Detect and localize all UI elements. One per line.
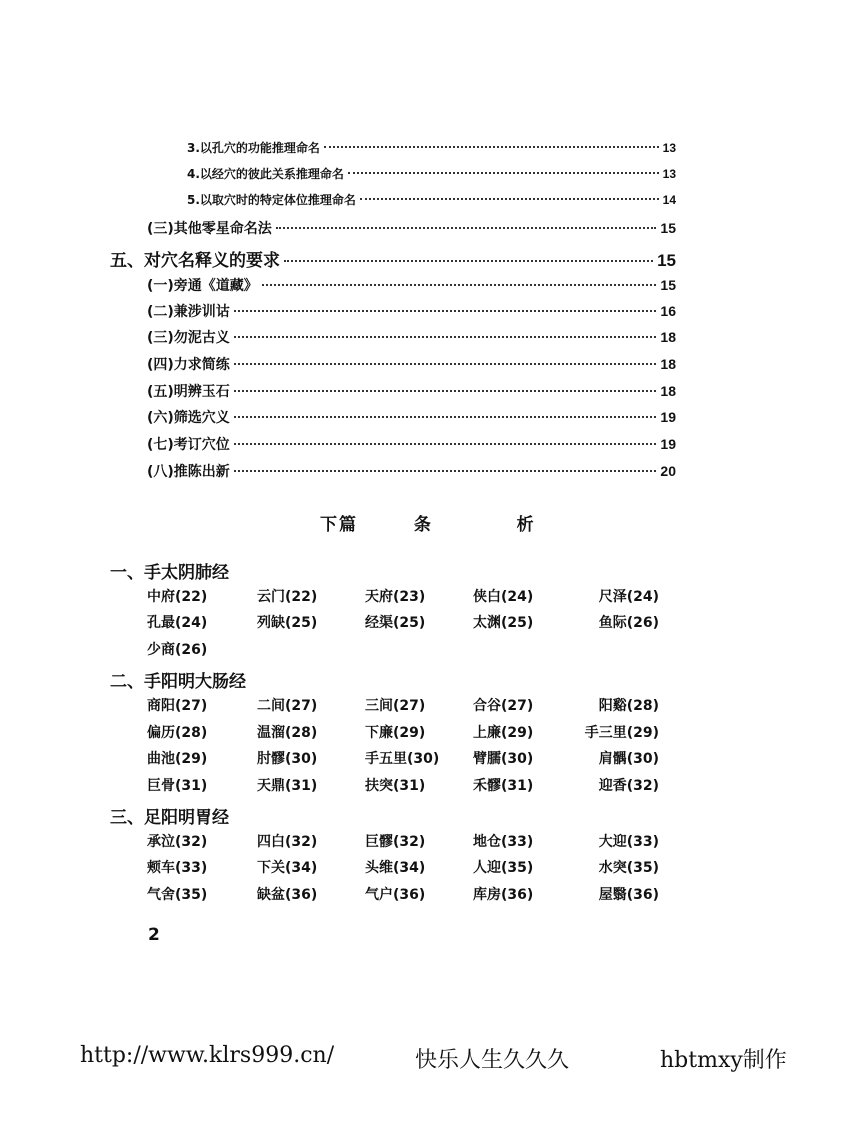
toc-entry	[110, 246, 676, 271]
acupoint-entry: 温溜(28)	[257, 725, 318, 741]
acupoint-row	[147, 586, 659, 606]
toc-entry-page: 15	[660, 277, 676, 293]
acupoint-entry: 屋翳(36)	[598, 887, 659, 903]
acupoint-entry: 阳谿(28)	[598, 698, 659, 714]
toc-entry	[147, 381, 676, 401]
acupoint-entry: 库房(36)	[473, 887, 534, 903]
leader-dots	[234, 390, 657, 392]
leader-dots	[348, 172, 659, 174]
acupoint-entry: 迎香(32)	[598, 778, 659, 794]
acupoint-row	[147, 831, 659, 851]
leader-dots	[234, 363, 657, 365]
toc-entry-label: (五)明辨玉石	[147, 384, 230, 400]
acupoint-entry: 缺盆(36)	[257, 887, 318, 903]
toc-entry-label: 五、对穴名释义的要求	[110, 251, 280, 271]
section-heading: 二、手阳明大肠经	[110, 672, 246, 692]
acupoint-entry: 扶突(31)	[365, 778, 426, 794]
acupoint-entry: 承泣(32)	[147, 834, 208, 850]
acupoint-entry: 头维(34)	[365, 860, 426, 876]
leader-dots	[262, 284, 657, 286]
acupoint-entry: 肩髃(30)	[598, 751, 659, 767]
toc-entry-label: (三)勿泥古义	[147, 330, 230, 346]
footer-slogan: 快乐人生久久久	[415, 1048, 570, 1073]
acupoint-entry: 中府(22)	[147, 589, 208, 605]
acupoint-entry: 水突(35)	[598, 860, 659, 876]
toc-entry-page: 18	[660, 329, 676, 345]
acupoint-row	[147, 695, 659, 715]
toc-entry-label: 3.以孔穴的功能推理命名	[187, 141, 320, 155]
toc-entry-page: 19	[660, 409, 676, 425]
acupoint-entry: 大迎(33)	[598, 834, 659, 850]
toc-entry	[187, 191, 676, 211]
leader-dots	[234, 310, 657, 312]
acupoint-entry: 巨骨(31)	[147, 778, 208, 794]
toc-entry	[147, 218, 676, 238]
acupoint-entry: 列缺(25)	[257, 615, 318, 631]
acupoint-entry: 肘髎(30)	[257, 751, 318, 767]
leader-dots	[234, 443, 657, 445]
acupoint-entry: 合谷(27)	[473, 698, 534, 714]
toc-entry-page: 18	[660, 356, 676, 372]
toc-entry	[147, 275, 676, 295]
leader-dots	[234, 336, 657, 338]
acupoint-entry: 禾髎(31)	[473, 778, 534, 794]
acupoint-entry: 气舍(35)	[147, 887, 208, 903]
toc-entry	[147, 354, 676, 374]
acupoint-entry: 地仓(33)	[473, 834, 534, 850]
leader-dots	[234, 470, 657, 472]
toc-entry-label: (六)筛选穴义	[147, 410, 230, 426]
acupoint-entry: 商阳(27)	[147, 698, 208, 714]
acupoint-entry: 云门(22)	[257, 589, 318, 605]
acupoint-entry: 上廉(29)	[473, 725, 534, 741]
acupoint-row	[147, 884, 659, 904]
acupoint-entry: 人迎(35)	[473, 860, 534, 876]
toc-entry	[147, 407, 676, 427]
acupoint-entry: 天鼎(31)	[257, 778, 318, 794]
page-number: 2	[148, 925, 160, 945]
section-heading: 三、足阳明胃经	[110, 808, 229, 828]
acupoint-entry: 孔最(24)	[147, 615, 208, 631]
toc-entry-page: 15	[660, 220, 676, 236]
section-heading: 一、手太阴肺经	[110, 563, 229, 583]
toc-entry-page: 13	[662, 167, 676, 181]
toc-entry-label: (一)旁通《道藏》	[147, 278, 258, 294]
acupoint-entry: 太渊(25)	[473, 615, 534, 631]
toc-entry	[147, 301, 676, 321]
toc-entry-label: (三)其他零星命名法	[147, 221, 272, 237]
toc-entry-page: 19	[660, 436, 676, 452]
toc-entry	[147, 327, 676, 347]
acupoint-entry: 三间(27)	[365, 698, 426, 714]
acupoint-entry: 巨髎(32)	[365, 834, 426, 850]
acupoint-row	[147, 612, 659, 632]
acupoint-entry: 二间(27)	[257, 698, 318, 714]
leader-dots	[360, 198, 659, 200]
acupoint-entry: 手三里(29)	[584, 725, 659, 741]
acupoint-row	[147, 775, 659, 795]
toc-entry-label: 4.以经穴的彼此关系推理命名	[187, 167, 344, 181]
toc-entry-page: 13	[662, 141, 676, 155]
acupoint-entry: 颊车(33)	[147, 860, 208, 876]
leader-dots	[324, 146, 659, 148]
acupoint-entry: 下关(34)	[257, 860, 318, 876]
toc-entry-page: 15	[657, 251, 676, 270]
acupoint-entry: 手五里(30)	[365, 751, 440, 767]
toc-entry-label: (四)力求简练	[147, 357, 230, 373]
acupoint-row	[147, 857, 659, 877]
acupoint-entry: 曲池(29)	[147, 751, 208, 767]
acupoint-entry: 下廉(29)	[365, 725, 426, 741]
part-title: 下篇 条 析	[320, 515, 536, 535]
acupoint-row	[147, 639, 659, 659]
toc-entry-page: 20	[660, 463, 676, 479]
toc-entry	[187, 165, 676, 185]
toc-entry-label: 5.以取穴时的特定体位推理命名	[187, 193, 356, 207]
toc-entry-label: (八)推陈出新	[147, 464, 230, 480]
acupoint-entry: 臂臑(30)	[473, 751, 534, 767]
acupoint-entry: 鱼际(26)	[598, 615, 659, 631]
acupoint-entry: 经渠(25)	[365, 615, 426, 631]
footer-credit: hbtmxy制作	[660, 1048, 787, 1073]
acupoint-entry: 侠白(24)	[473, 589, 534, 605]
footer-url: http://www.klrs999.cn/	[80, 1043, 335, 1068]
toc-entry-label: (二)兼涉训诂	[147, 304, 230, 320]
toc-entry-page: 18	[660, 383, 676, 399]
acupoint-row	[147, 722, 659, 742]
acupoint-entry: 偏历(28)	[147, 725, 208, 741]
acupoint-entry: 尺泽(24)	[598, 589, 659, 605]
leader-dots	[276, 227, 657, 229]
acupoint-entry: 少商(26)	[147, 642, 208, 658]
toc-entry-page: 14	[662, 193, 676, 207]
toc-entry	[187, 139, 676, 159]
leader-dots	[234, 416, 657, 418]
acupoint-row	[147, 748, 659, 768]
acupoint-entry: 天府(23)	[365, 589, 426, 605]
toc-entry	[147, 461, 676, 481]
toc-entry-label: (七)考订穴位	[147, 437, 230, 453]
toc-entry-page: 16	[660, 303, 676, 319]
toc-entry	[147, 434, 676, 454]
acupoint-entry: 四白(32)	[257, 834, 318, 850]
leader-dots	[284, 260, 653, 262]
acupoint-entry: 气户(36)	[365, 887, 426, 903]
